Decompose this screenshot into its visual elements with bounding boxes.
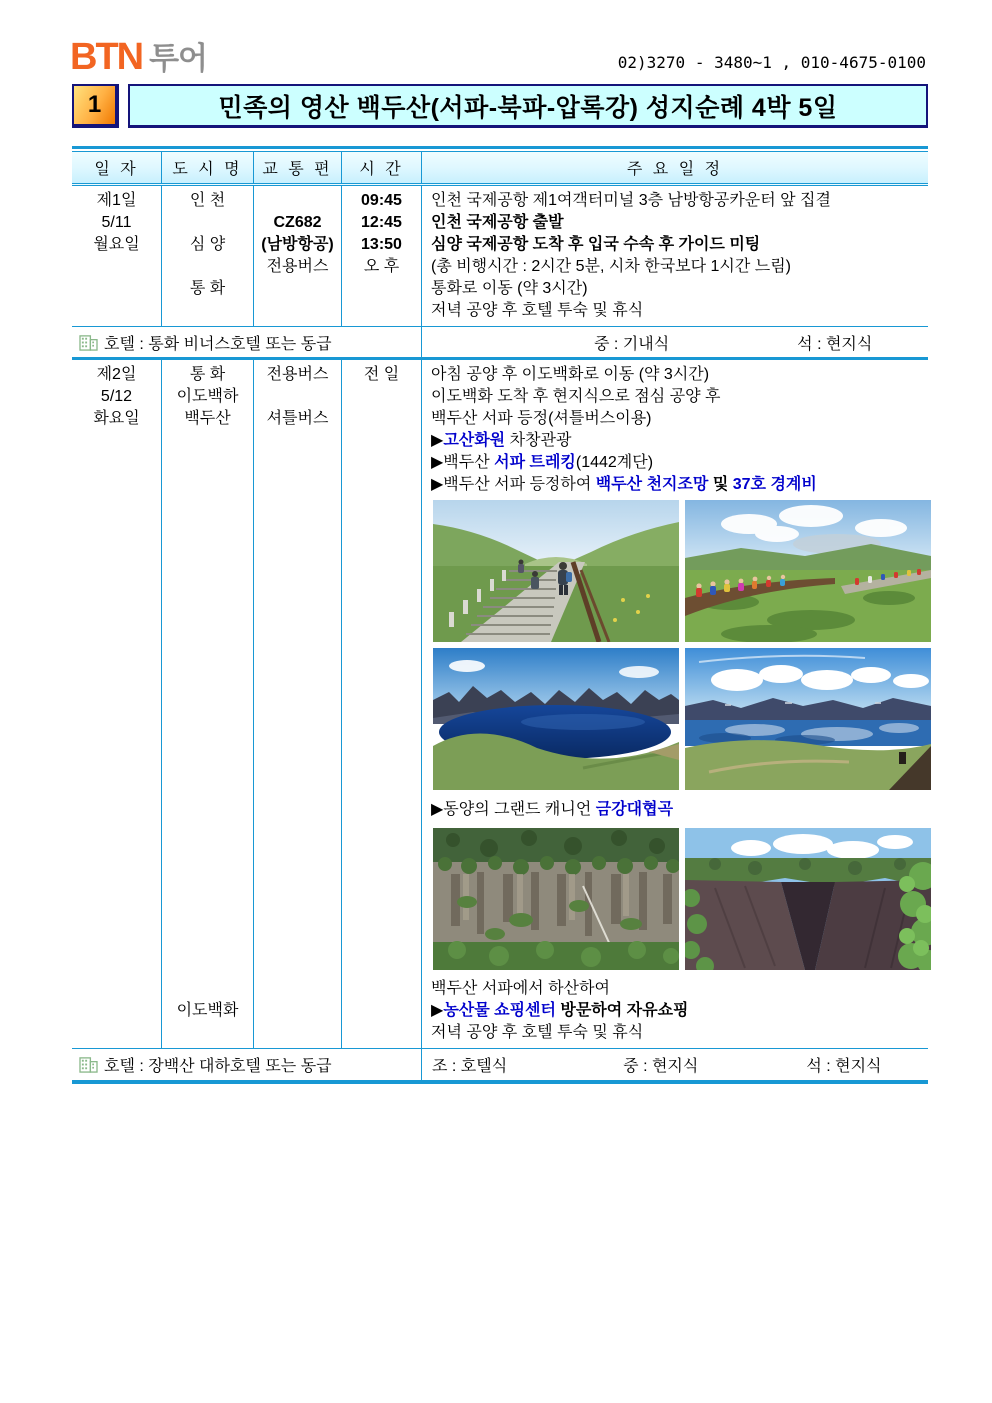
itinerary-table [72,146,928,1084]
day2-date-cell [72,360,162,1048]
day1-flight-number: CZ682 [273,214,322,231]
day2-transport-cell [254,360,342,1048]
photo-row-3 [433,828,931,970]
day2-date-line: 화요일 [93,410,140,427]
arrow-bullet: ▶ [431,432,444,449]
btn-tour-logo [70,33,207,79]
day1-time-cell [342,186,422,326]
photo-cheonji-lake-2 [685,648,931,790]
day1-row [72,186,928,327]
schedule-line: 백두산 서파 등정(셔틀버스이용) [431,410,652,427]
schedule-line: 저녁 공양 후 호텔 투숙 및 휴식 [431,302,644,319]
schedule-line: 백두산 서파에서 하산하여 [431,980,610,997]
photo-row-2 [433,648,931,790]
schedule-line: (총 비행시간 : 2시간 5분, 시차 한국보다 1시간 느림) [431,258,792,275]
day1-airline: (남방항공) [261,236,334,253]
col-header-schedule: 주 요 일 정 [626,161,724,178]
day1-date-line: 월요일 [93,236,140,253]
day1-city-line: 심 양 [189,236,226,253]
logo-text-tour: 투어 [149,41,208,76]
photo-geumgang-canyon-1 [433,828,679,970]
hotel-building-icon [79,1056,98,1073]
tour-title: 민족의 영산 백두산(서파-북파-압록강) 성지순례 4박 5일 [128,84,928,128]
photo-seopa-boardwalk-tourists [685,500,931,642]
day2-city-line: 백두산 [184,410,231,427]
day2-meals-cell [422,1049,928,1080]
day2-transport-line: 셔틀버스 [266,410,329,427]
col-header-transport: 교 통 편 [254,152,342,183]
day2-lunch: 중 : 현지식 [623,1058,699,1075]
day2-schedule-cell [422,360,931,1048]
day1-city-line: 인 천 [189,192,226,209]
col-header-city: 도 시 명 [162,152,254,183]
day2-hotel-cell [72,1049,422,1080]
schedule-line [431,452,931,474]
highlight-shopping-center: 농산물 쇼핑센터 [443,1002,556,1019]
day1-date-line: 5/11 [101,214,132,231]
schedule-line: 저녁 공양 후 호텔 투숙 및 휴식 [431,1024,644,1041]
title-bar [72,84,928,128]
day1-hotel-label: 호텔 : 통화 비너스호텔 또는 동급 [104,335,332,353]
contact-phone-numbers: 02)3270 - 3480~1 , 010-4675-0100 [617,53,926,72]
day1-lunch: 중 : 기내식 [594,335,670,353]
day2-date-line: 제2일 [96,366,137,383]
day1-transport-cell [254,186,342,326]
photo-seopa-trekking-stairs [433,500,679,642]
schedule-line: 인천 국제공항 제1여객터미널 3층 남방항공카운터 앞 집결 [431,192,831,209]
day1-time-line: 13:50 [361,236,402,253]
schedule-line [431,474,931,496]
day1-time-line: 오 후 [363,258,400,275]
day1-hotel-cell [72,327,422,357]
schedule-line: 아침 공양 후 이도백화로 이동 (약 3시간) [431,366,710,383]
day2-city-line: 통 화 [189,366,226,383]
day1-dinner: 석 : 현지식 [797,335,873,353]
day2-time-cell [342,360,422,1048]
schedule-text: 차창관광 [505,432,572,449]
highlight-cheonji-view: 백두산 천지조망 [595,476,709,493]
day1-bus: 전용버스 [266,258,329,275]
day1-time-line: 12:45 [361,214,402,231]
day2-row [72,360,928,1049]
schedule-text: ▶백두산 [431,454,495,471]
arrow-bullet: ▶ [431,1002,444,1019]
schedule-line [431,1000,931,1022]
col-header-time: 시 간 [342,152,422,183]
schedule-line [431,430,931,452]
schedule-line: 통화로 이동 (약 3시간) [431,280,588,297]
logo-text-btn: BTN [70,36,143,78]
cell-line-empty [254,190,341,212]
day2-hotel-row [72,1049,928,1080]
day2-breakfast: 조 : 호텔식 [432,1058,508,1075]
day1-schedule-cell [422,186,928,326]
day1-meals-cell [422,327,928,357]
day2-city-late: 이도백화 [176,1002,239,1019]
day1-city-cell [162,186,254,326]
schedule-text: 및 [708,476,733,493]
day2-date-line: 5/12 [100,388,133,405]
schedule-line: 인천 국제공항 출발 [431,214,564,231]
day2-city-line: 이도백하 [176,388,239,405]
day1-time-line: 09:45 [361,192,402,209]
page-number-badge: 1 [72,84,119,128]
day2-city-cell [162,360,254,1048]
day1-hotel-row [72,327,928,360]
highlight-seopa-trekking: 서파 트레킹 [494,454,576,471]
schedule-text: ▶동양의 그랜드 캐니언 [431,801,596,818]
schedule-text: ▶백두산 서파 등정하여 [431,476,596,493]
highlight-boundary-stone-37: 37호 경계비 [732,476,817,493]
day1-date-line: 제1일 [96,192,137,209]
day2-transport-line: 전용버스 [266,366,329,383]
cell-line-empty [162,256,253,278]
day1-city-line: 통 화 [189,280,226,297]
day2-time-line: 전 일 [363,366,400,383]
schedule-line: 심양 국제공항 도착 후 입국 수속 후 가이드 미팅 [431,236,761,253]
highlight-gosanhwawon: 고산화원 [443,432,506,449]
day2-hotel-label: 호텔 : 장백산 대하호텔 또는 동급 [104,1058,332,1075]
day1-date-cell [72,186,162,326]
schedule-text: 방문하여 자유쇼핑 [555,1002,689,1019]
cell-line-empty [162,212,253,234]
canyon-caption-line [431,798,931,822]
day2-dinner: 석 : 현지식 [806,1058,882,1075]
schedule-line: 이도백화 도착 후 현지식으로 점심 공양 후 [431,388,721,405]
table-header-row [72,151,928,186]
schedule-text: (1442계단) [575,454,654,471]
highlight-geumgang-canyon: 금강대협곡 [595,801,674,818]
col-header-date: 일 자 [72,152,162,183]
photo-cheonji-lake-1 [433,648,679,790]
photo-geumgang-canyon-2 [685,828,931,970]
hotel-building-icon [79,334,98,351]
cell-line-empty [254,386,341,408]
photo-row-1 [433,500,931,642]
